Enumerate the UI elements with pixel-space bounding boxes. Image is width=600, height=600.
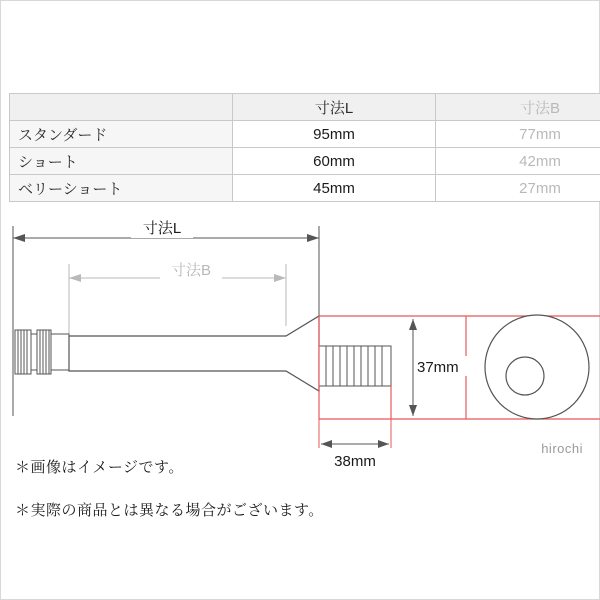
- row-label-standard: スタンダード: [10, 121, 233, 148]
- table-header-row: [10, 94, 600, 121]
- row-short-dim-b: 42mm: [436, 148, 600, 175]
- table-header-blank: [10, 94, 233, 121]
- bolt-side-view: [15, 316, 391, 391]
- dimension-line-l: [13, 226, 319, 416]
- dimension-label-width: 38mm: [334, 453, 376, 466]
- row-standard-dim-b: 77mm: [436, 121, 600, 148]
- dimension-table: [9, 93, 600, 202]
- row-standard-dim-l: 95mm: [233, 121, 436, 148]
- technical-drawing: [1, 216, 600, 466]
- dimension-line-width: [319, 419, 391, 448]
- table-row: [10, 148, 600, 175]
- table-row: [10, 121, 600, 148]
- table-header-dim-b: 寸法B: [436, 94, 600, 121]
- dimension-label-l: 寸法L: [142, 220, 182, 237]
- table-header: [10, 94, 600, 121]
- row-short-dim-l: 60mm: [233, 148, 436, 175]
- notes-block: [15, 456, 435, 542]
- note-line-1: ＊画像はイメージです。: [15, 459, 184, 476]
- end-view-washer: [485, 315, 589, 419]
- row-label-very-short: ベリーショート: [10, 175, 233, 202]
- watermark: hirochi: [541, 441, 583, 456]
- row-label-short: ショート: [10, 148, 233, 175]
- dimension-label-height: 37mm: [417, 359, 459, 376]
- row-very-short-dim-l: 45mm: [233, 175, 436, 202]
- dimension-label-b: 寸法B: [170, 262, 212, 279]
- table-header-dim-l: 寸法L: [233, 94, 436, 121]
- table-row: [10, 175, 600, 202]
- note-line-2: ＊実際の商品とは異なる場合がございます。: [15, 502, 324, 519]
- table-body: [10, 121, 600, 202]
- row-very-short-dim-b: 27mm: [436, 175, 600, 202]
